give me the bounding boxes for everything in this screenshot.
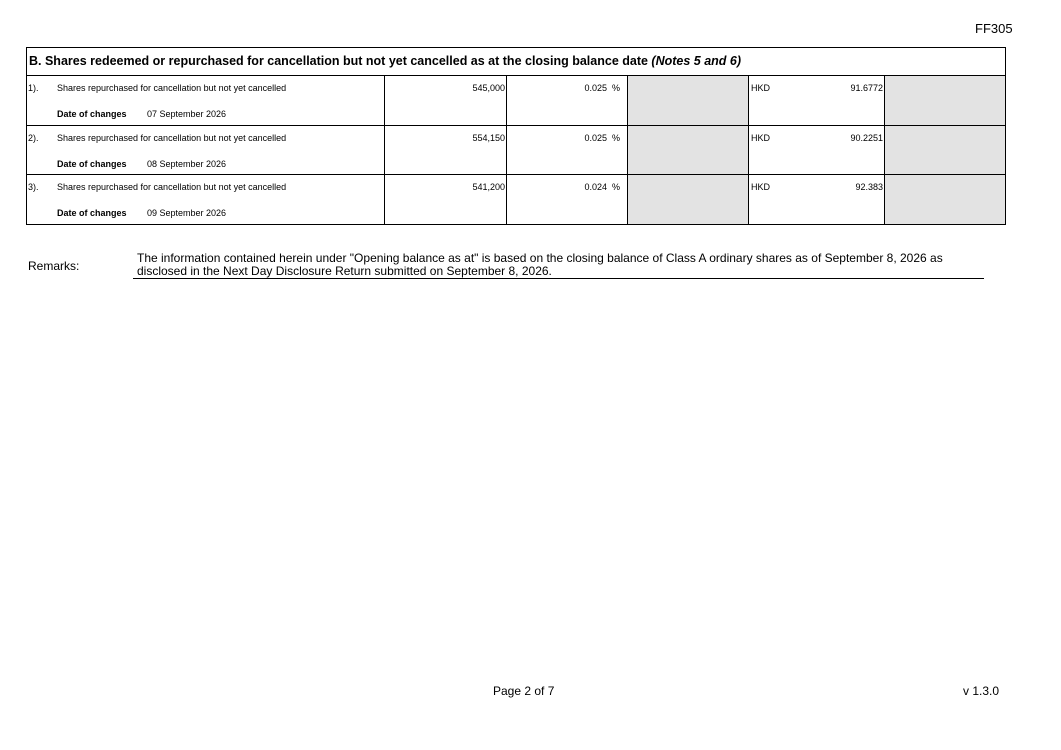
price-value: 92.383 (855, 182, 883, 192)
percent-sign: % (611, 83, 620, 93)
shares-cell (384, 126, 506, 175)
percent-sign: % (611, 182, 620, 192)
repurchase-section (26, 47, 1006, 225)
version-label: v 1.3.0 (963, 684, 1000, 698)
price-cell (748, 126, 884, 175)
shares-value: 554,150 (472, 132, 505, 143)
price-value: 90.2251 (850, 132, 883, 143)
shaded-cell (884, 76, 1005, 125)
section-title-text: B. Shares redeemed or repurchased for cancellation but not yet cancelled as at the closing balance date (29, 54, 652, 68)
price-cell (748, 175, 884, 224)
page-number: Page 2 of 7 (493, 684, 555, 698)
table-row (27, 76, 1005, 126)
form-code: FF305 (975, 21, 1013, 36)
shaded-cell (627, 76, 748, 125)
price-value: 91.6772 (850, 83, 883, 93)
shaded-cell (627, 126, 748, 175)
row-number: 2). (28, 132, 39, 143)
row-number: 3). (28, 182, 39, 192)
remarks-label: Remarks: (28, 259, 80, 273)
shaded-cell (884, 175, 1005, 224)
section-title-notes: (Notes 5 and 6) (651, 54, 742, 68)
percent-value: 0.024 (584, 182, 607, 192)
remarks-text: The information contained herein under "Opening balance as at" is based on the closing balance of Class A ordinary shares as of September 8, 2026 as disclosed in the Next Day Disclosure Return submitted on September 8, 2026. (133, 252, 984, 279)
percent-value: 0.025 (584, 83, 607, 93)
section-title (27, 48, 1005, 76)
date-value: 07 September 2026 (147, 109, 227, 119)
date-label: Date of changes (57, 158, 127, 169)
row-description: Shares repurchased for cancellation but not yet cancelled (57, 182, 287, 192)
shares-cell (384, 175, 506, 224)
date-value: 09 September 2026 (147, 208, 227, 218)
percent-cell (506, 126, 627, 175)
percent-cell (506, 76, 627, 125)
currency: HKD (751, 182, 771, 192)
table-row (27, 175, 1005, 225)
row-number: 1). (28, 83, 39, 93)
shaded-cell (884, 126, 1005, 175)
percent-sign: % (611, 132, 620, 143)
date-label: Date of changes (57, 109, 127, 119)
date-label: Date of changes (57, 208, 127, 218)
shares-value: 541,200 (472, 182, 505, 192)
percent-value: 0.025 (584, 132, 607, 143)
shaded-cell (627, 175, 748, 224)
shares-value: 545,000 (472, 83, 505, 93)
currency: HKD (751, 83, 771, 93)
shares-cell (384, 76, 506, 125)
date-value: 08 September 2026 (147, 158, 227, 169)
row-description: Shares repurchased for cancellation but not yet cancelled (57, 132, 287, 143)
table-row (27, 126, 1005, 176)
price-cell (748, 76, 884, 125)
percent-cell (506, 175, 627, 224)
currency: HKD (751, 132, 771, 143)
row-description: Shares repurchased for cancellation but not yet cancelled (57, 83, 287, 93)
